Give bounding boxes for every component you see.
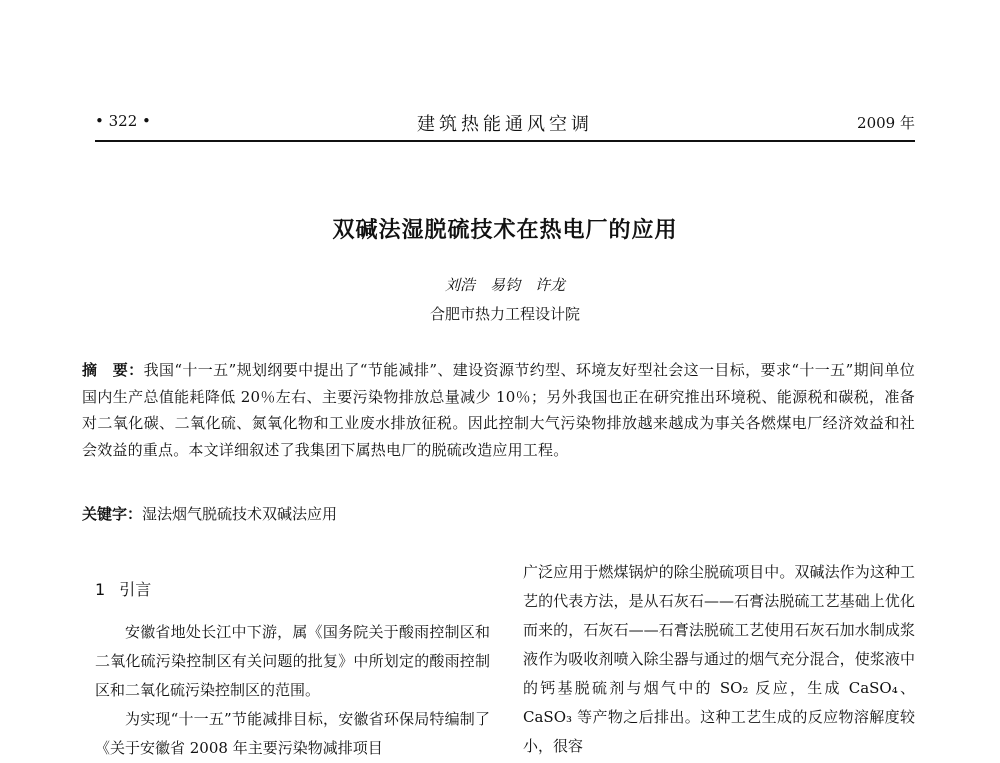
keywords-text: 湿法烟气脱硫技术双碱法应用 [142,505,338,523]
section-number: 1 [95,580,106,599]
right-column [523,558,915,761]
paragraph: 广泛应用于燃煤锅炉的除尘脱硫项目中。双碱法作为这种工艺的代表方法，是从石灰石——石膏法脱硫工艺基础上优化而来的，石灰石——石膏法脱硫工艺使用石灰石加水制成浆液作为吸收剂喷入除尘器与通过的烟气充分混合，使浆液中的钙基脱硫剂与烟气中的 SO₂ 反应，生成 CaSO₄、CaSO₃ 等产物之后排出。这种工艺生成的反应物溶解度较小，很容 [523,563,915,755]
section-title: 引言 [119,580,152,599]
keywords-label: 关键字： [82,505,143,523]
section-heading [95,575,490,604]
abstract [82,357,915,463]
keywords [82,503,337,524]
page-number: • 322 • [95,112,151,130]
abstract-text: 我国“十一五”规划纲要中提出了“节能减排”、建设资源节约型、环境友好型社会这一目标，要求“十一五”期间单位国内生产总值能耗降低 20％左右、主要污染物排放总量减少 10％；另外我国也正在研究推出环境税、能源税和碳税，准备对二氧化碳、二氧化硫、氮氧化物和工业废水排放征税。因此控制大气污染物排放越来越成为事关各燃煤电厂经济效益和社会效益的重点。本文详细叙述了我集团下属热电厂的脱硫改造应用工程。 [82,361,915,459]
authors: 刘浩 易钧 许龙 [444,276,565,294]
paragraph: 安徽省地处长江中下游，属《国务院关于酸雨控制区和二氧化硫污染控制区有关问题的批复》中所划定的酸雨控制区和二氧化硫污染控制区的范围。 [95,623,490,699]
abstract-label: 摘 要： [82,361,144,379]
affiliation: 合肥市热力工程设计院 [429,305,580,323]
publication-year: 2009 年 [857,114,915,132]
left-column [95,575,490,763]
journal-name: 建筑热能通风空调 [417,114,593,135]
article-title: 双碱法湿脱硫技术在热电厂的应用 [332,218,678,243]
running-header [95,106,915,142]
paragraph: 为实现“十一五”节能减排目标，安徽省环保局特编制了《关于安徽省 2008 年主要污染物减排项目 [95,710,490,757]
